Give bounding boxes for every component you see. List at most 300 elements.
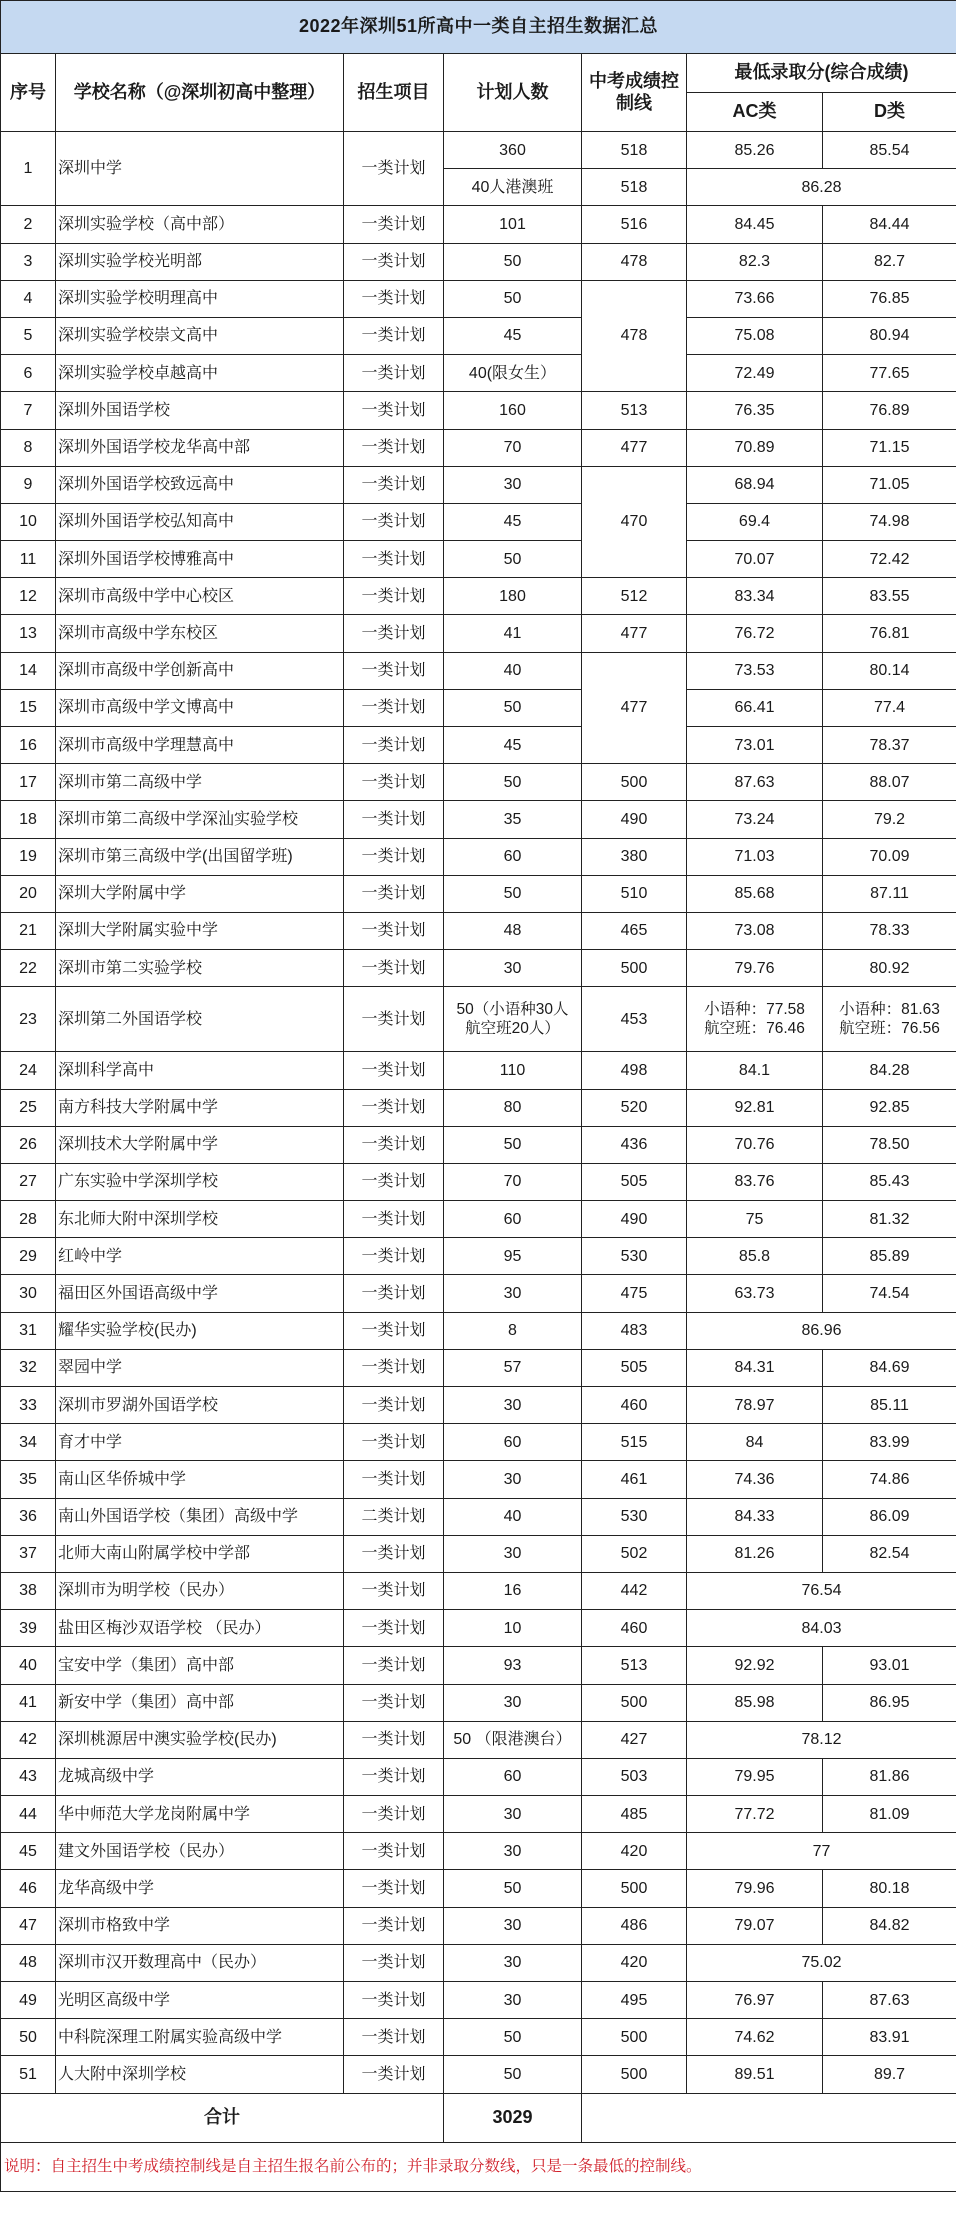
cell-d-score: 81.09 xyxy=(823,1796,956,1833)
table-row xyxy=(1,392,956,429)
cell-d-score: 89.7 xyxy=(823,2056,956,2093)
cell-school: 深圳实验学校明理高中 xyxy=(56,280,344,317)
table-row xyxy=(1,1610,956,1647)
cell-program: 一类计划 xyxy=(344,1535,444,1572)
cell-plan: 50 xyxy=(444,689,582,726)
cell-plan: 80 xyxy=(444,1089,582,1126)
cell-plan: 160 xyxy=(444,392,582,429)
table-row xyxy=(1,429,956,466)
cell-school: 龙华高级中学 xyxy=(56,1870,344,1907)
table-row xyxy=(1,355,956,392)
cell-d-score: 86.95 xyxy=(823,1684,956,1721)
cell-ac-score: 85.26 xyxy=(687,132,823,169)
table-row xyxy=(1,652,956,689)
cell-min-score-merged: 77 xyxy=(687,1833,956,1870)
cell-seq: 1 xyxy=(1,132,56,206)
cell-program: 一类计划 xyxy=(344,1907,444,1944)
total-label: 合计 xyxy=(1,2093,444,2142)
cell-program: 一类计划 xyxy=(344,912,444,949)
cell-program: 一类计划 xyxy=(344,801,444,838)
table-row xyxy=(1,2019,956,2056)
cell-min-score-merged: 78.12 xyxy=(687,1721,956,1758)
cell-plan: 10 xyxy=(444,1610,582,1647)
cell-control-line: 505 xyxy=(582,1349,687,1386)
cell-control-line: 380 xyxy=(582,838,687,875)
cell-program: 一类计划 xyxy=(344,689,444,726)
cell-plan: 50 xyxy=(444,764,582,801)
cell-seq: 42 xyxy=(1,1721,56,1758)
cell-school: 深圳实验学校光明部 xyxy=(56,243,344,280)
cell-min-score-merged: 75.02 xyxy=(687,1944,956,1981)
cell-school: 深圳市高级中学文博高中 xyxy=(56,689,344,726)
table-row xyxy=(1,1238,956,1275)
cell-ac-score: 79.76 xyxy=(687,950,823,987)
cell-seq: 2 xyxy=(1,206,56,243)
cell-d-score: 70.09 xyxy=(823,838,956,875)
cell-ac-score: 79.96 xyxy=(687,1870,823,1907)
table-row xyxy=(1,1201,956,1238)
cell-d-score: 78.50 xyxy=(823,1126,956,1163)
cell-control-line: 460 xyxy=(582,1610,687,1647)
cell-program: 一类计划 xyxy=(344,541,444,578)
cell-program: 一类计划 xyxy=(344,1982,444,2019)
table-row xyxy=(1,727,956,764)
cell-seq: 37 xyxy=(1,1535,56,1572)
cell-control-line: 516 xyxy=(582,206,687,243)
cell-seq: 14 xyxy=(1,652,56,689)
cell-ac-score: 84.1 xyxy=(687,1052,823,1089)
table-row xyxy=(1,1572,956,1609)
cell-program: 一类计划 xyxy=(344,132,444,206)
cell-ac-score: 74.36 xyxy=(687,1461,823,1498)
cell-seq: 27 xyxy=(1,1163,56,1200)
cell-program: 一类计划 xyxy=(344,1312,444,1349)
cell-program: 一类计划 xyxy=(344,280,444,317)
cell-plan: 40(限女生） xyxy=(444,355,582,392)
cell-seq: 10 xyxy=(1,503,56,540)
cell-seq: 9 xyxy=(1,466,56,503)
cell-plan: 30 xyxy=(444,1684,582,1721)
cell-control-line: 512 xyxy=(582,578,687,615)
table-title: 2022年深圳51所高中一类自主招生数据汇总 xyxy=(1,1,956,54)
cell-plan: 50 xyxy=(444,2019,582,2056)
cell-plan: 50 xyxy=(444,541,582,578)
cell-ac-score: 77.72 xyxy=(687,1796,823,1833)
table-row xyxy=(1,2056,956,2093)
cell-plan: 30 xyxy=(444,1833,582,1870)
table-row xyxy=(1,615,956,652)
cell-seq: 28 xyxy=(1,1201,56,1238)
cell-control-line: 475 xyxy=(582,1275,687,1312)
cell-school: 深圳大学附属实验中学 xyxy=(56,912,344,949)
cell-plan: 40 xyxy=(444,652,582,689)
cell-ac-score: 70.89 xyxy=(687,429,823,466)
cell-d-score: 76.85 xyxy=(823,280,956,317)
cell-ac-score: 74.62 xyxy=(687,2019,823,2056)
cell-school: 红岭中学 xyxy=(56,1238,344,1275)
cell-d-score: 77.65 xyxy=(823,355,956,392)
cell-plan: 35 xyxy=(444,801,582,838)
cell-plan: 30 xyxy=(444,1907,582,1944)
cell-seq: 47 xyxy=(1,1907,56,1944)
cell-plan: 45 xyxy=(444,503,582,540)
cell-school: 深圳市高级中学理慧高中 xyxy=(56,727,344,764)
total-value: 3029 xyxy=(444,2093,582,2142)
cell-seq: 26 xyxy=(1,1126,56,1163)
table-body xyxy=(1,132,956,2094)
cell-control-line: 478 xyxy=(582,243,687,280)
cell-plan: 50 xyxy=(444,2056,582,2093)
cell-school: 深圳市第二高级中学 xyxy=(56,764,344,801)
cell-seq: 45 xyxy=(1,1833,56,1870)
cell-control-line: 470 xyxy=(582,466,687,578)
cell-program: 一类计划 xyxy=(344,1275,444,1312)
cell-ac-score: 73.66 xyxy=(687,280,823,317)
cell-ac-score: 92.81 xyxy=(687,1089,823,1126)
cell-seq: 40 xyxy=(1,1647,56,1684)
cell-seq: 5 xyxy=(1,317,56,354)
cell-seq: 7 xyxy=(1,392,56,429)
total-empty xyxy=(582,2093,956,2142)
cell-plan: 50 xyxy=(444,1126,582,1163)
cell-control-line: 478 xyxy=(582,280,687,392)
cell-plan: 41 xyxy=(444,615,582,652)
cell-plan: 95 xyxy=(444,1238,582,1275)
cell-ac-score: 72.49 xyxy=(687,355,823,392)
cell-program: 一类计划 xyxy=(344,764,444,801)
cell-d-score: 80.14 xyxy=(823,652,956,689)
cell-program: 一类计划 xyxy=(344,1944,444,1981)
cell-ac-score: 83.34 xyxy=(687,578,823,615)
cell-d-score: 71.05 xyxy=(823,466,956,503)
table-row xyxy=(1,1721,956,1758)
table-row xyxy=(1,1349,956,1386)
table-row xyxy=(1,1424,956,1461)
cell-school: 深圳市高级中学创新高中 xyxy=(56,652,344,689)
cell-ac-score: 84.45 xyxy=(687,206,823,243)
cell-control-line: 520 xyxy=(582,1089,687,1126)
cell-program: 一类计划 xyxy=(344,875,444,912)
cell-program: 一类计划 xyxy=(344,1349,444,1386)
cell-seq: 24 xyxy=(1,1052,56,1089)
cell-ac-score: 73.01 xyxy=(687,727,823,764)
cell-seq: 15 xyxy=(1,689,56,726)
cell-plan: 50 （限港澳台） xyxy=(444,1721,582,1758)
cell-d-score: 85.11 xyxy=(823,1387,956,1424)
cell-program: 一类计划 xyxy=(344,1796,444,1833)
cell-plan: 360 xyxy=(444,132,582,169)
cell-d-score: 81.32 xyxy=(823,1201,956,1238)
cell-control-line: 500 xyxy=(582,950,687,987)
cell-plan: 30 xyxy=(444,466,582,503)
cell-ac-score: 69.4 xyxy=(687,503,823,540)
cell-seq: 38 xyxy=(1,1572,56,1609)
cell-control-line: 513 xyxy=(582,1647,687,1684)
cell-school: 深圳外国语学校龙华高中部 xyxy=(56,429,344,466)
cell-school: 深圳实验学校（高中部） xyxy=(56,206,344,243)
cell-program: 一类计划 xyxy=(344,355,444,392)
header-school: 学校名称（@深圳初高中整理） xyxy=(56,54,344,132)
cell-control-line: 500 xyxy=(582,1684,687,1721)
table-row xyxy=(1,875,956,912)
cell-seq: 46 xyxy=(1,1870,56,1907)
cell-control-line: 495 xyxy=(582,1982,687,2019)
cell-control-line: 460 xyxy=(582,1387,687,1424)
cell-seq: 50 xyxy=(1,2019,56,2056)
table-row xyxy=(1,132,956,169)
cell-control-line: 530 xyxy=(582,1498,687,1535)
cell-plan: 57 xyxy=(444,1349,582,1386)
table-row xyxy=(1,206,956,243)
cell-school: 广东实验中学深圳学校 xyxy=(56,1163,344,1200)
cell-control-line: 515 xyxy=(582,1424,687,1461)
table-row xyxy=(1,280,956,317)
cell-ac-score: 85.68 xyxy=(687,875,823,912)
cell-control-line: 500 xyxy=(582,764,687,801)
cell-plan: 45 xyxy=(444,317,582,354)
cell-control-line: 465 xyxy=(582,912,687,949)
cell-plan: 60 xyxy=(444,1424,582,1461)
cell-school: 深圳市汉开数理高中（民办） xyxy=(56,1944,344,1981)
cell-school: 深圳科学高中 xyxy=(56,1052,344,1089)
header-ac: AC类 xyxy=(687,93,823,132)
cell-seq: 19 xyxy=(1,838,56,875)
table-row xyxy=(1,987,956,1052)
cell-program: 一类计划 xyxy=(344,652,444,689)
cell-seq: 22 xyxy=(1,950,56,987)
cell-seq: 6 xyxy=(1,355,56,392)
cell-d-score: 82.7 xyxy=(823,243,956,280)
cell-d-score: 92.85 xyxy=(823,1089,956,1126)
header-program: 招生项目 xyxy=(344,54,444,132)
cell-plan: 30 xyxy=(444,950,582,987)
cell-seq: 25 xyxy=(1,1089,56,1126)
cell-plan: 30 xyxy=(444,1944,582,1981)
cell-control-line: 436 xyxy=(582,1126,687,1163)
cell-d-score: 85.89 xyxy=(823,1238,956,1275)
cell-ac-score: 85.98 xyxy=(687,1684,823,1721)
cell-ac-score: 小语种：77.58 航空班：76.46 xyxy=(687,987,823,1052)
cell-plan: 40人港澳班 xyxy=(444,169,582,206)
cell-school: 深圳外国语学校致远高中 xyxy=(56,466,344,503)
cell-ac-score: 79.07 xyxy=(687,1907,823,1944)
table-row xyxy=(1,1684,956,1721)
cell-control-line: 500 xyxy=(582,1870,687,1907)
cell-ac-score: 84 xyxy=(687,1424,823,1461)
cell-plan: 45 xyxy=(444,727,582,764)
cell-seq: 33 xyxy=(1,1387,56,1424)
cell-plan: 50 xyxy=(444,1870,582,1907)
table-row xyxy=(1,764,956,801)
cell-d-score: 77.4 xyxy=(823,689,956,726)
cell-ac-score: 68.94 xyxy=(687,466,823,503)
cell-d-score: 80.92 xyxy=(823,950,956,987)
cell-ac-score: 70.76 xyxy=(687,1126,823,1163)
cell-program: 一类计划 xyxy=(344,1461,444,1498)
cell-plan: 93 xyxy=(444,1647,582,1684)
cell-control-line: 530 xyxy=(582,1238,687,1275)
cell-school: 深圳市第三高级中学(出国留学班) xyxy=(56,838,344,875)
cell-seq: 36 xyxy=(1,1498,56,1535)
cell-min-score-merged: 76.54 xyxy=(687,1572,956,1609)
cell-program: 一类计划 xyxy=(344,1833,444,1870)
table-row xyxy=(1,1796,956,1833)
cell-control-line: 498 xyxy=(582,1052,687,1089)
table-row xyxy=(1,1907,956,1944)
cell-min-score-merged: 86.96 xyxy=(687,1312,956,1349)
cell-school: 深圳市第二高级中学深汕实验学校 xyxy=(56,801,344,838)
cell-seq: 41 xyxy=(1,1684,56,1721)
cell-school: 深圳市第二实验学校 xyxy=(56,950,344,987)
cell-school: 华中师范大学龙岗附属中学 xyxy=(56,1796,344,1833)
cell-d-score: 87.11 xyxy=(823,875,956,912)
cell-control-line: 483 xyxy=(582,1312,687,1349)
cell-seq: 16 xyxy=(1,727,56,764)
cell-plan: 50 xyxy=(444,875,582,912)
table-row xyxy=(1,1126,956,1163)
cell-d-score: 93.01 xyxy=(823,1647,956,1684)
header-seq: 序号 xyxy=(1,54,56,132)
cell-control-line: 505 xyxy=(582,1163,687,1200)
cell-seq: 35 xyxy=(1,1461,56,1498)
cell-ac-score: 73.24 xyxy=(687,801,823,838)
table-row xyxy=(1,1312,956,1349)
cell-plan: 101 xyxy=(444,206,582,243)
cell-plan: 30 xyxy=(444,1796,582,1833)
cell-plan: 40 xyxy=(444,1498,582,1535)
cell-school: 深圳市为明学校（民办） xyxy=(56,1572,344,1609)
cell-control-line: 513 xyxy=(582,392,687,429)
table-row xyxy=(1,1461,956,1498)
cell-program: 一类计划 xyxy=(344,1424,444,1461)
cell-d-score: 88.07 xyxy=(823,764,956,801)
table-row xyxy=(1,243,956,280)
cell-program: 一类计划 xyxy=(344,1238,444,1275)
cell-program: 一类计划 xyxy=(344,429,444,466)
cell-plan: 16 xyxy=(444,1572,582,1609)
table-row xyxy=(1,801,956,838)
table-row xyxy=(1,503,956,540)
cell-plan: 70 xyxy=(444,429,582,466)
cell-ac-score: 83.76 xyxy=(687,1163,823,1200)
cell-d-score: 85.43 xyxy=(823,1163,956,1200)
cell-school: 深圳实验学校崇文高中 xyxy=(56,317,344,354)
cell-d-score: 76.89 xyxy=(823,392,956,429)
cell-school: 深圳桃源居中澳实验学校(民办) xyxy=(56,1721,344,1758)
cell-seq: 31 xyxy=(1,1312,56,1349)
cell-control-line: 477 xyxy=(582,652,687,764)
cell-d-score: 81.86 xyxy=(823,1758,956,1795)
cell-ac-score: 87.63 xyxy=(687,764,823,801)
cell-school: 深圳外国语学校博雅高中 xyxy=(56,541,344,578)
cell-d-score: 83.91 xyxy=(823,2019,956,2056)
cell-ac-score: 92.92 xyxy=(687,1647,823,1684)
cell-ac-score: 75.08 xyxy=(687,317,823,354)
cell-ac-score: 84.33 xyxy=(687,1498,823,1535)
cell-program: 一类计划 xyxy=(344,838,444,875)
cell-school: 深圳外国语学校 xyxy=(56,392,344,429)
cell-plan: 50 xyxy=(444,280,582,317)
cell-seq: 8 xyxy=(1,429,56,466)
cell-ac-score: 73.08 xyxy=(687,912,823,949)
footnote: 说明：自主招生中考成绩控制线是自主招生报名前公布的；并非录取分数线，只是一条最低的控制线。 xyxy=(1,2142,956,2191)
cell-program: 一类计划 xyxy=(344,950,444,987)
cell-program: 一类计划 xyxy=(344,1126,444,1163)
cell-school: 宝安中学（集团）高中部 xyxy=(56,1647,344,1684)
cell-d-score: 78.37 xyxy=(823,727,956,764)
cell-seq: 34 xyxy=(1,1424,56,1461)
cell-school: 翠园中学 xyxy=(56,1349,344,1386)
cell-plan: 30 xyxy=(444,1387,582,1424)
cell-control-line: 461 xyxy=(582,1461,687,1498)
cell-seq: 21 xyxy=(1,912,56,949)
table-row xyxy=(1,1089,956,1126)
cell-seq: 23 xyxy=(1,987,56,1052)
cell-d-score: 74.54 xyxy=(823,1275,956,1312)
cell-program: 一类计划 xyxy=(344,578,444,615)
cell-school: 南山外国语学校（集团）高级中学 xyxy=(56,1498,344,1535)
cell-school: 福田区外国语高级中学 xyxy=(56,1275,344,1312)
cell-d-score: 83.55 xyxy=(823,578,956,615)
cell-school: 南方科技大学附属中学 xyxy=(56,1089,344,1126)
table-row xyxy=(1,1833,956,1870)
cell-seq: 44 xyxy=(1,1796,56,1833)
cell-program: 一类计划 xyxy=(344,1052,444,1089)
cell-seq: 48 xyxy=(1,1944,56,1981)
cell-plan: 70 xyxy=(444,1163,582,1200)
cell-d-score: 87.63 xyxy=(823,1982,956,2019)
cell-school: 新安中学（集团）高中部 xyxy=(56,1684,344,1721)
table-row xyxy=(1,578,956,615)
cell-control-line: 502 xyxy=(582,1535,687,1572)
cell-plan: 30 xyxy=(444,1461,582,1498)
cell-seq: 4 xyxy=(1,280,56,317)
cell-school: 光明区高级中学 xyxy=(56,1982,344,2019)
cell-seq: 12 xyxy=(1,578,56,615)
cell-program: 一类计划 xyxy=(344,2019,444,2056)
cell-school: 深圳市格致中学 xyxy=(56,1907,344,1944)
cell-plan: 48 xyxy=(444,912,582,949)
table-row xyxy=(1,317,956,354)
cell-seq: 51 xyxy=(1,2056,56,2093)
cell-program: 一类计划 xyxy=(344,1387,444,1424)
cell-school: 深圳中学 xyxy=(56,132,344,206)
cell-program: 一类计划 xyxy=(344,1758,444,1795)
cell-school: 深圳外国语学校弘知高中 xyxy=(56,503,344,540)
cell-d-score: 84.44 xyxy=(823,206,956,243)
cell-ac-score: 66.41 xyxy=(687,689,823,726)
cell-seq: 43 xyxy=(1,1758,56,1795)
cell-ac-score: 76.35 xyxy=(687,392,823,429)
cell-d-score: 84.28 xyxy=(823,1052,956,1089)
table-row xyxy=(1,1163,956,1200)
cell-plan: 50 xyxy=(444,243,582,280)
cell-d-score: 78.33 xyxy=(823,912,956,949)
cell-program: 一类计划 xyxy=(344,987,444,1052)
cell-ac-score: 82.3 xyxy=(687,243,823,280)
cell-program: 一类计划 xyxy=(344,1572,444,1609)
cell-program: 一类计划 xyxy=(344,1870,444,1907)
table-row xyxy=(1,1387,956,1424)
cell-plan: 30 xyxy=(444,1275,582,1312)
cell-program: 一类计划 xyxy=(344,466,444,503)
cell-seq: 18 xyxy=(1,801,56,838)
cell-control-line: 442 xyxy=(582,1572,687,1609)
cell-ac-score: 89.51 xyxy=(687,2056,823,2093)
cell-d-score: 84.82 xyxy=(823,1907,956,1944)
cell-plan: 180 xyxy=(444,578,582,615)
table-row xyxy=(1,1982,956,2019)
